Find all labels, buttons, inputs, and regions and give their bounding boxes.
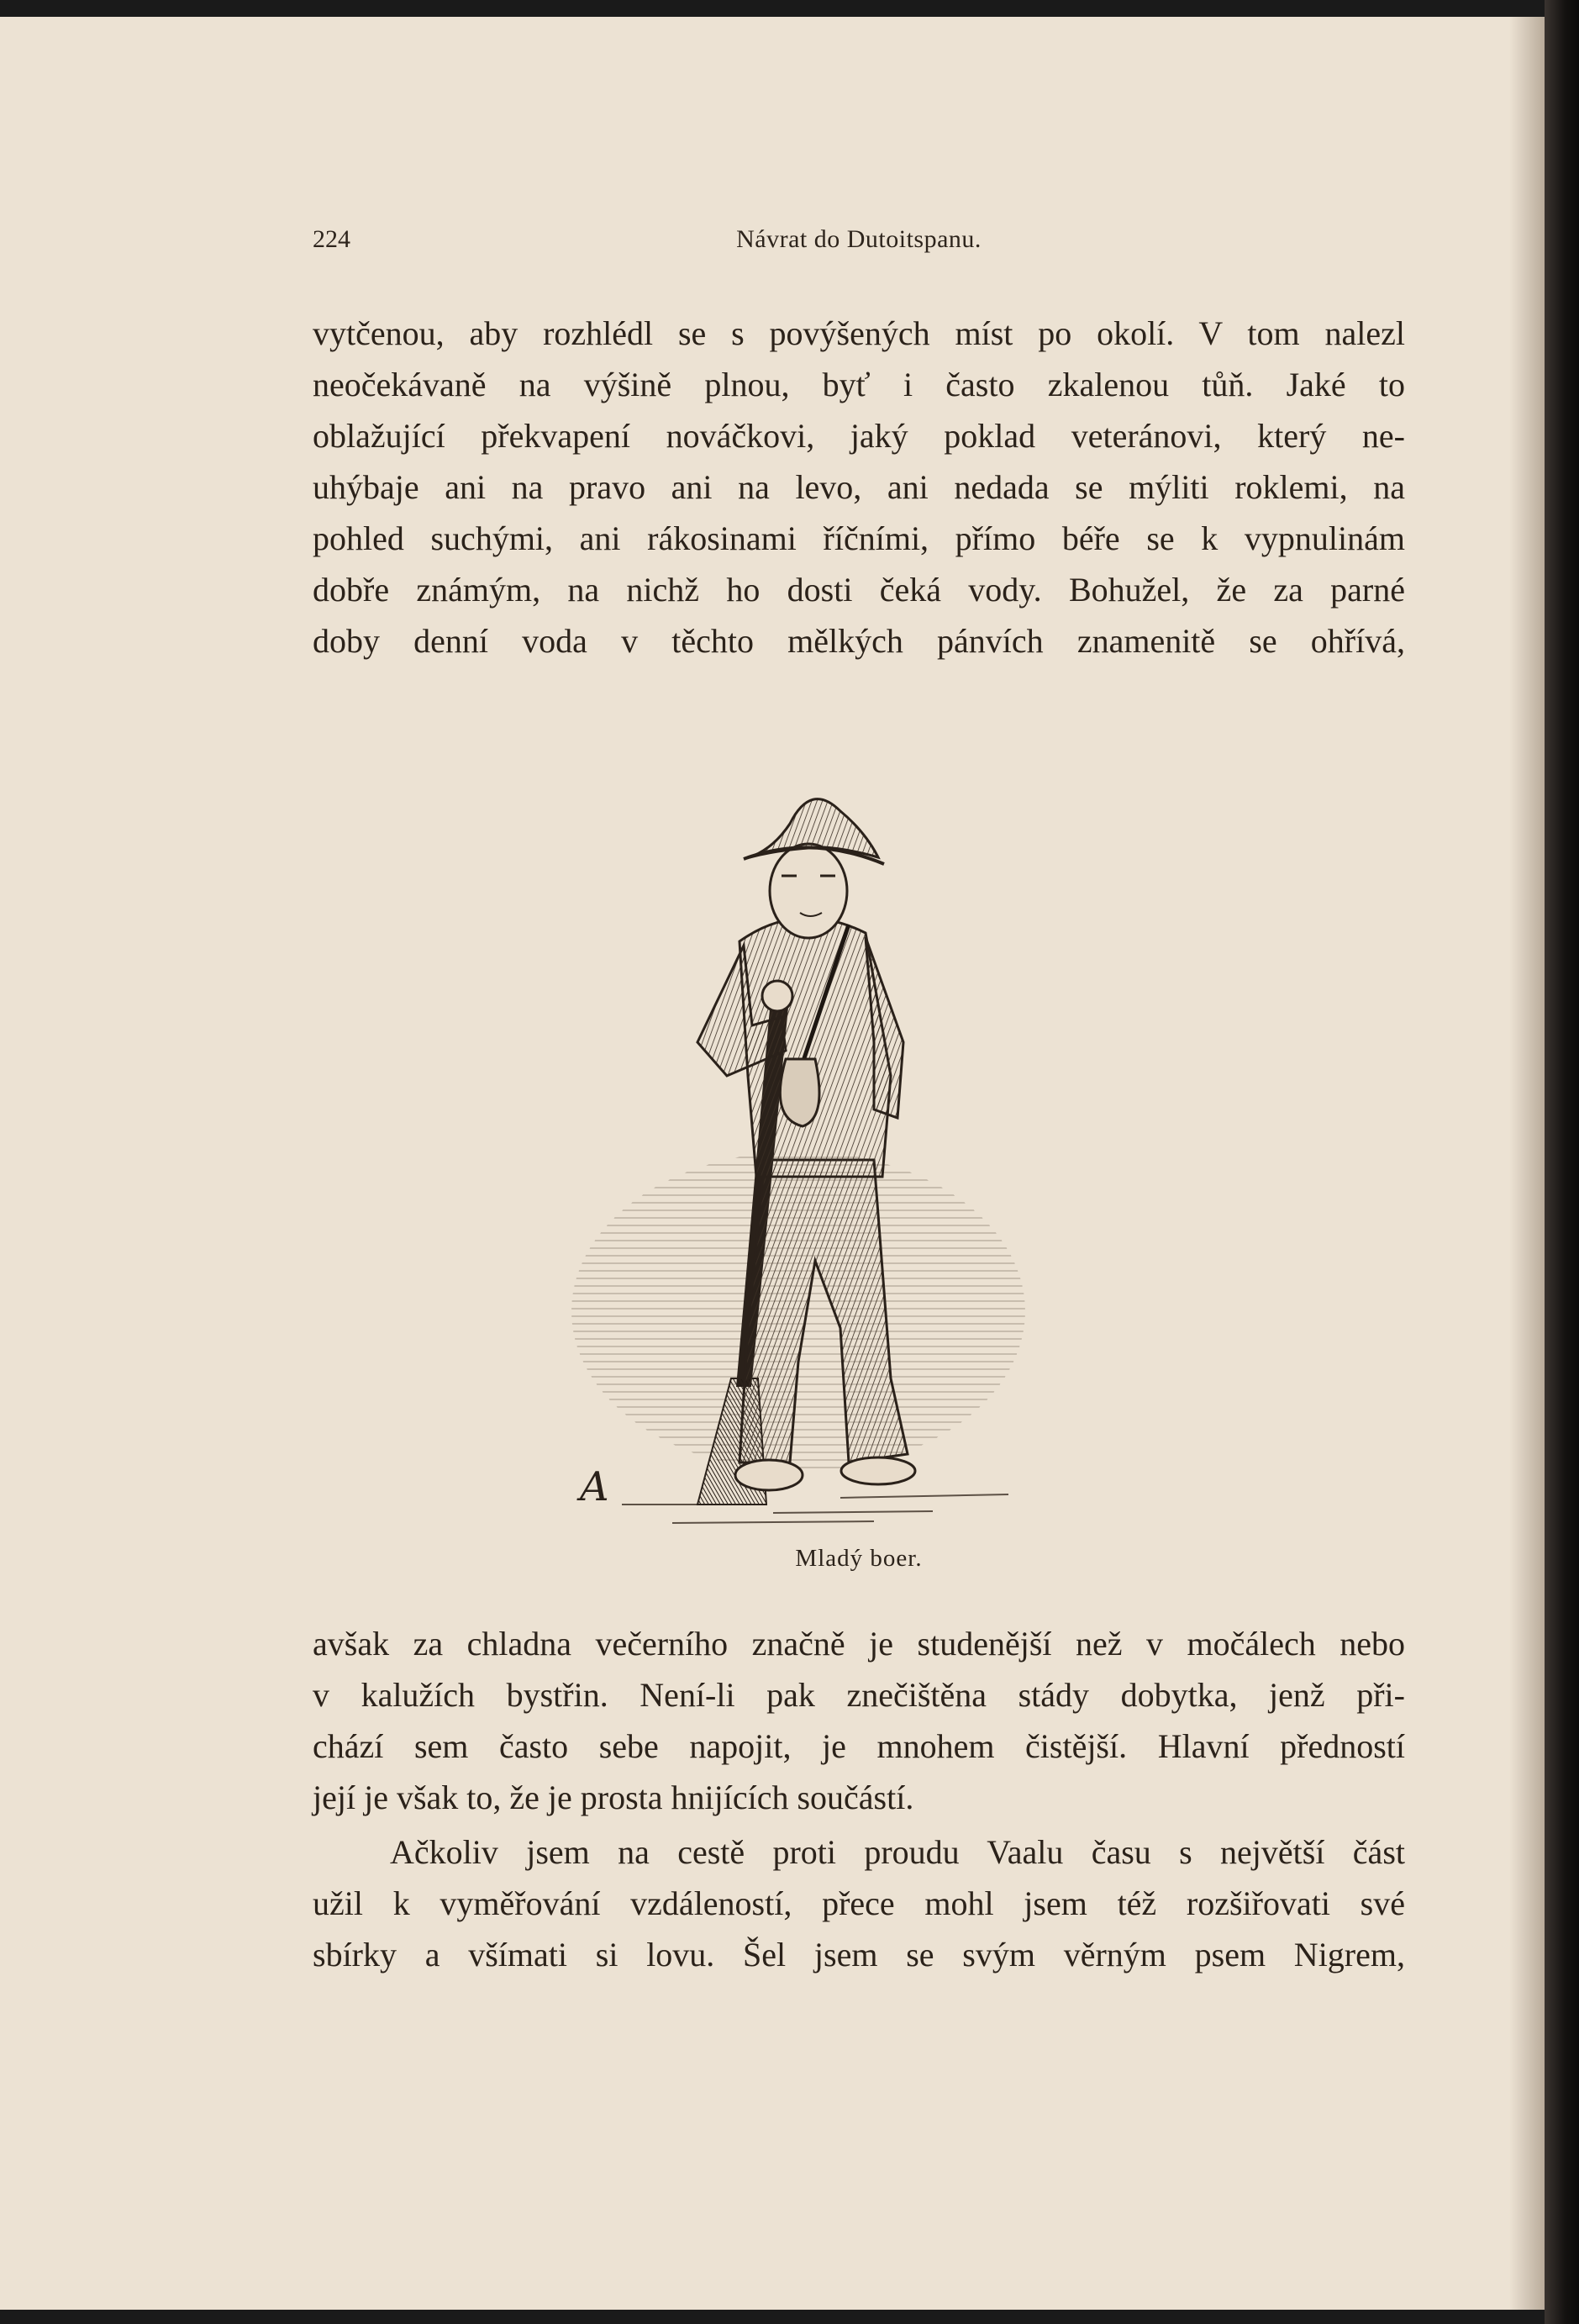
text-line: avšak za chladna večerního značně je studenější než v močálech nebo — [313, 1625, 1405, 1663]
page-gutter-shadow — [1509, 17, 1545, 2310]
paragraph-top — [313, 308, 1405, 667]
artist-signature: A — [580, 1463, 609, 1510]
paragraph-bottom — [313, 1618, 1405, 1823]
figure-caption: Mladý boer. — [795, 1545, 923, 1572]
page-number: 224 — [313, 225, 350, 253]
text-line: v kalužích bystřin. Není-li pak znečištěna stády dobytka, jenž při- — [313, 1676, 1405, 1714]
text-line: neočekávaně na výšině plnou, byť i často zkalenou tůň. Jaké to — [313, 366, 1405, 403]
chapter-title: Návrat do Dutoitspanu. — [736, 225, 982, 253]
text-line: užil k vyměřování vzdáleností, přece mohl jsem též rozšiřovati své — [313, 1884, 1405, 1922]
text-line: doby denní voda v těchto mělkých pánvích znamenitě se ohřívá, — [313, 622, 1405, 660]
text-line: vytčenou, aby rozhlédl se s povýšených míst po okolí. V tom nalezl — [313, 314, 1405, 352]
young-boer-engraving — [571, 723, 1025, 1530]
text-line: sbírky a všímati si lovu. Šel jsem se svým věrným psem Nigrem, — [313, 1936, 1405, 1974]
text-line: její je však to, že je prosta hnijících součástí. — [313, 1779, 914, 1816]
text-line: pohled suchými, ani rákosinami říčními, přímo béře se k vypnulinám — [313, 519, 1405, 557]
running-head — [313, 225, 1405, 259]
text-line: dobře známým, na nichž ho dosti čeká vody. Bohužel, že za parné — [313, 571, 1405, 609]
paragraph-second — [313, 1826, 1405, 1980]
text-line: chází sem často sebe napojit, je mnohem čistější. Hlavní předností — [313, 1727, 1405, 1765]
text-line: oblažující překvapení nováčkovi, jaký poklad veteránovi, který ne- — [313, 417, 1405, 455]
text-line: Ačkoliv jsem na cestě proti proudu Vaalu času s největší část — [390, 1833, 1405, 1871]
book-spine-edge — [1545, 0, 1579, 2324]
text-line: uhýbaje ani na pravo ani na levo, ani nedada se mýliti roklemi, na — [313, 468, 1405, 506]
